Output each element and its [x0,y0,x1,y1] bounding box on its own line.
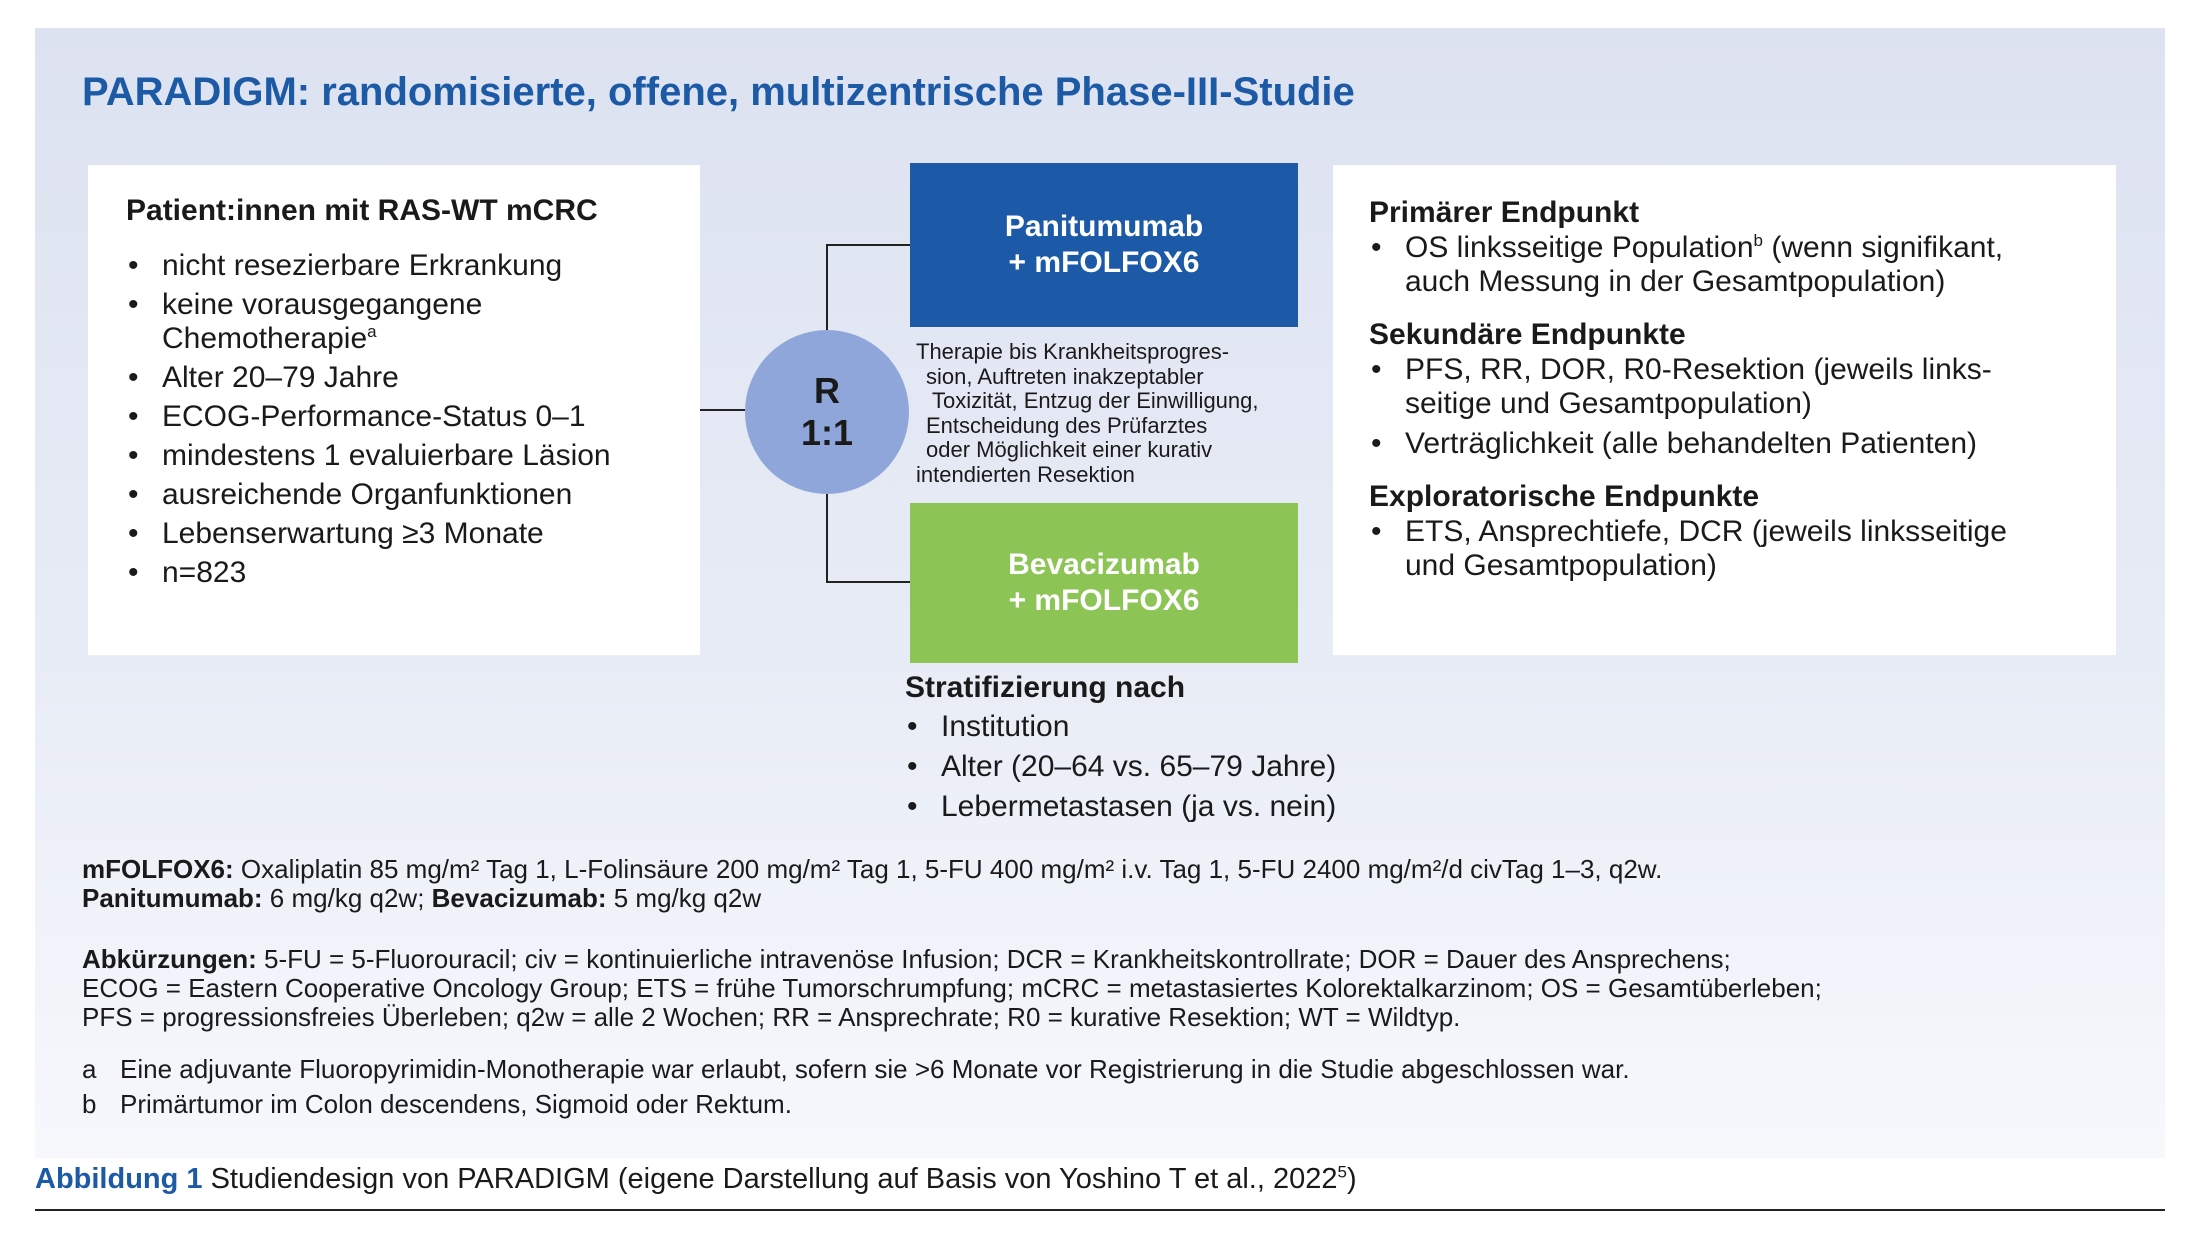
antibody-dosing [82,884,1662,913]
stratification-list [905,710,1336,824]
note-line: Entscheidung des Prüfarztes [926,412,1208,438]
caption-close: ) [1346,1163,1357,1195]
endpoint-item [1369,515,2116,583]
abbreviations-line: PFS = progressionsfreies Überleben; q2w = alle 2 Wochen; RR = Ansprechrate; R0 = kurative Resektion; WT = Wildtyp. [82,1002,1461,1032]
primary-endpoint-list [1369,231,2116,299]
primary-endpoint-heading: Primärer Endpunkt [1369,196,1640,229]
exploratory-endpoints-section [1369,479,2116,583]
randomization-ratio: 1:1 [800,412,854,453]
note-line: sion, Auftreten inakzeptabler [926,363,1204,389]
dosing-notes [82,855,1662,913]
endpoint-text: und Gesamtpopulation) [1405,549,1717,582]
note-line: oder Möglichkeit einer kurativ [926,437,1213,462]
footnote-marker: b [1753,231,1763,250]
stratification-item: • Lebermetastasen (ja vs. nein) [905,790,1336,824]
footnote-mark: a [82,1054,97,1084]
panitumumab-arm [910,163,1298,327]
citation-marker: 5 [1337,1162,1347,1182]
exploratory-endpoints-list [1369,515,2116,583]
primary-endpoint-section [1369,195,2116,299]
dose-label: Panitumumab: [82,883,263,913]
inclusion-list [126,249,700,590]
mfolfox-dosing [82,855,1662,884]
secondary-endpoints-heading: Sekundäre Endpunkte [1369,318,1686,351]
figure-title: PARADIGM: randomisierte, offene, multizentrische Phase-III-Studie [82,70,1355,114]
endpoint-text: (wenn signifikant, [1763,231,2004,264]
endpoint-text: ETS, Ansprechtiefe, DCR (jeweils linksseitige [1405,515,2007,548]
endpoint-item [1369,353,2116,421]
caption-text: Studiendesign von PARADIGM (eigene Darstellung auf Basis von Yoshino T et al., 2022 [202,1163,1338,1195]
endpoint-text: seitige und Gesamtpopulation) [1405,387,1812,420]
stratification-section [905,670,1336,830]
arm-drug: Panitumumab [1004,210,1204,243]
stratification-item: • Alter (20–64 vs. 65–79 Jahre) [905,750,1336,784]
inclusion-item-text: keine vorausgegangene [162,288,483,321]
footnotes [82,1055,1630,1125]
footnote-row [82,1055,1630,1084]
inclusion-heading: Patient:innen mit RAS-WT mCRC [126,194,598,227]
arm-drug: Bevacizumab [1008,548,1200,581]
abbreviations-text: 5-FU = 5-Fluorouracil; civ = kontinuierliche intravenöse Infusion; DCR = Krankheitskontrollrate; DOR = Dauer des Ansprechens; [256,944,1731,974]
inclusion-item: • ECOG-Performance-Status 0–1 [126,400,700,434]
arm-regimen: + mFOLFOX6 [1008,246,1200,279]
endpoint-item [1369,231,2116,299]
endpoint-text: OS linksseitige Population [1405,231,1754,264]
dose-label: Bevacizumab: [431,883,607,913]
footnote-mark: b [82,1089,97,1119]
arm-regimen: + mFOLFOX6 [1008,584,1200,617]
footnote-text: Eine adjuvante Fluoropyrimidin-Monotherapie war erlaubt, sofern sie >6 Monate vor Registrierung in die Studie abgeschlossen war. [120,1054,1630,1084]
stratification-heading: Stratifizierung nach [905,671,1186,704]
therapy-duration-note [910,340,1330,487]
note-line: intendierten Resektion [916,461,1135,487]
secondary-endpoints-list [1369,353,2116,461]
figure-caption [35,1163,1357,1196]
footnote-marker: a [367,322,377,341]
dose-text: Oxaliplatin 85 mg/m² Tag 1, L-Folinsäure 200 mg/m² Tag 1, 5-FU 400 mg/m² i.v. Tag 1, 5-FU 2400 mg/m²/d civTag 1–3, q2w. [233,854,1663,884]
inclusion-item-text: Chemotherapie [162,322,368,355]
endpoint-text: PFS, RR, DOR, R0-Resektion (jeweils links- [1405,353,1992,386]
inclusion-item [126,288,700,356]
inclusion-item: • n=823 [126,556,700,590]
inclusion-item: • ausreichende Organfunktionen [126,478,700,512]
footnote-row [82,1090,1630,1119]
dose-text: 6 mg/kg q2w; [262,883,432,913]
bevacizumab-arm [910,503,1298,663]
inclusion-item: • mindestens 1 evaluierbare Läsion [126,439,700,473]
figure-label: Abbildung 1 [35,1163,203,1195]
inclusion-criteria-box [88,165,700,655]
dose-label: mFOLFOX6: [82,854,234,884]
inclusion-item: • Lebenserwartung ≥3 Monate [126,517,700,551]
inclusion-item: • Alter 20–79 Jahre [126,361,700,395]
randomization-label: R [814,370,840,411]
note-line: Toxizität, Entzug der Einwilligung, [932,388,1259,413]
abbreviations-line [82,945,1822,974]
endpoint-text: auch Messung in der Gesamtpopulation) [1405,265,1946,298]
secondary-endpoints-section [1369,317,2116,461]
abbreviations [82,945,1822,1032]
endpoint-item: • Verträglichkeit (alle behandelten Patienten) [1369,427,2116,461]
abbreviations-label: Abkürzungen: [82,944,257,974]
endpoints-box [1333,165,2116,655]
exploratory-endpoints-heading: Exploratorische Endpunkte [1369,480,1760,513]
stratification-item: • Institution [905,710,1336,744]
footnote-text: Primärtumor im Colon descendens, Sigmoid oder Rektum. [120,1089,792,1119]
abbreviations-line: ECOG = Eastern Cooperative Oncology Group; ETS = frühe Tumorschrumpfung; mCRC = metastasiertes Kolorektalkarzinom; OS = Gesamtüberleben; [82,973,1822,1003]
inclusion-item: • nicht resezierbare Erkrankung [126,249,700,283]
note-line: Therapie bis Krankheitsprogres- [916,339,1230,364]
randomization-circle [745,330,909,494]
caption-rule [35,1209,2165,1211]
dose-text: 5 mg/kg q2w [606,883,762,913]
